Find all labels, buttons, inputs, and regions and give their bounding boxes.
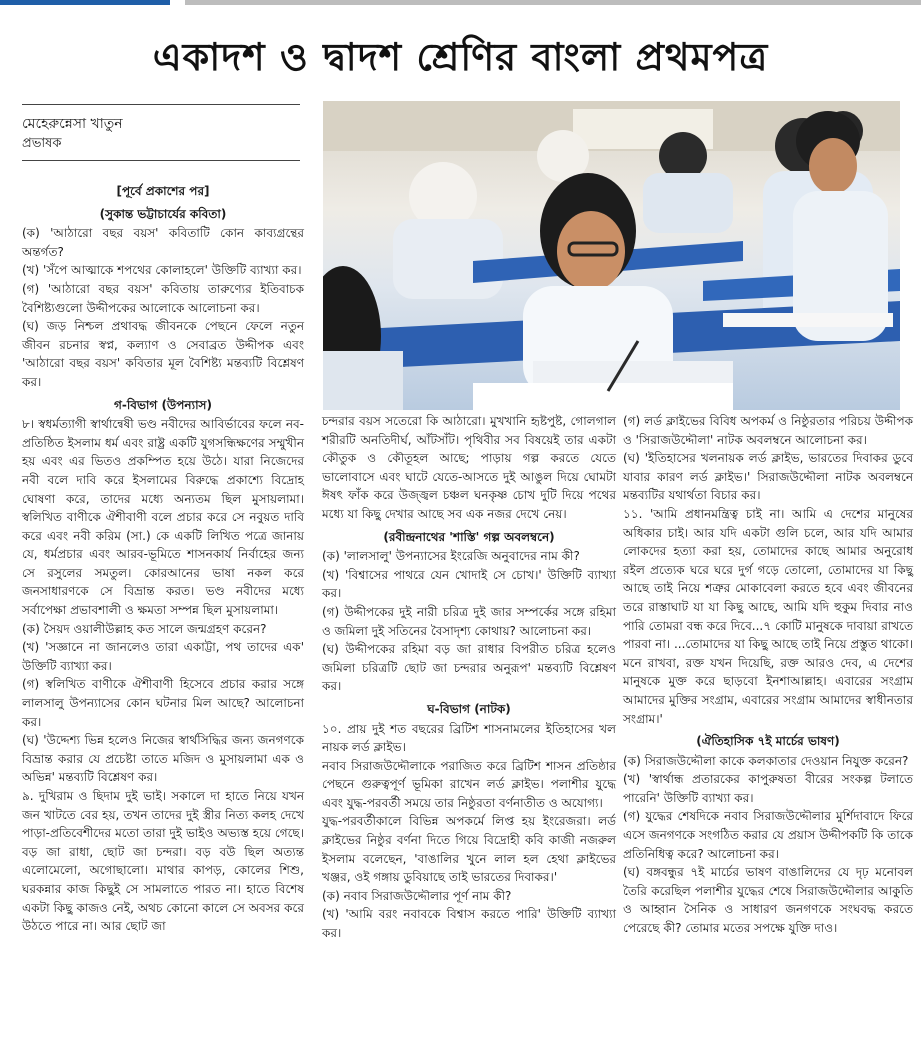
paragraph: (ঘ) 'ইতিহাসের খলনায়ক লর্ড ক্লাইভ, ভারতের দিবাকর ডুবে যাবার কারণ লর্ড ক্লাইভ।' সিরাজউদ্দৌলা নাটক অবলম্বনে মন্তব্যটির যথার্থতা বিচার কর। xyxy=(623,451,913,503)
byline-rule-top xyxy=(22,104,300,105)
author-title: প্রভাষক xyxy=(22,136,62,151)
paragraph: (ঘ) বঙ্গবন্ধুর ৭ই মার্চের ভাষণ বাঙালিদের যে দৃঢ় মনোবল তৈরি করেছিল পলাশীর যুদ্ধের শেষে সিরাজউদ্দৌলার আকুতি ও আহ্বান সৈনিক ও সাধারণ জনগণকে সংঘবদ্ধ করতে পেরেছে কী? তোমার মতের সপক্ষে যুক্তি দাও। xyxy=(623,865,913,936)
paragraph: (ক) নবাব সিরাজউদ্দৌলার পূর্ণ নাম কী? xyxy=(322,888,512,903)
column-2 xyxy=(322,412,616,943)
paragraph: (ঘ) 'উদ্দেশ্য ভিন্ন হলেও নিজের স্বার্থসিদ্ধির জন্য জনগণকে বিভ্রান্ত করার যে প্রচেষ্টা তাতে মজিদ ও মুসায়লামা এক ও অভিন্ন' মন্তব্যটি বিশ্লেষণ কর। xyxy=(22,733,304,785)
paragraph: ৯. দুখিরাম ও ছিদাম দুই ভাই। সকালে দা হাতে নিয়ে যখন জন খাটতে বের হয়, তখন তাদের দুই স্ত্রীর নিত্য কলহ দেখে পাড়া-প্রতিবেশীদের মতো তারা দুই ভাইও অভ্যস্ত হয়ে গেছে। বড় জা রাধা, ছোট জা চন্দরা। বড় বউ ছিল অত্যন্ত এলোমেলো, অগোছালো। মাথার কাপড়, কোলের শিশু, ঘরকন্নার কাজ কিছুই সে সামলাতে পারত না। হাতে বিশেষ একটা কিছু কাজও নেই, অথচ কোনো কালে সে অবসর করে উঠতে পারে না। আর ছোট জা xyxy=(22,789,304,934)
page-title: একাদশ ও দ্বাদশ শ্রেণির বাংলা প্রথমপত্র xyxy=(152,35,769,79)
paragraph: ১১. 'আমি প্রধানমন্ত্রিত্ব চাই না। আমি এ দেশের মানুষের অধিকার চাই। আর যদি একটা গুলি চলে, আর যদি আমার লোকদের হত্যা করা হয়, তোমাদের কাছে আমার অনুরোধ রইল প্রত্যেক ঘরে ঘরে দুর্গ গড়ে তোলো, তোমাদের যা কিছু আছে তাই নিয়ে শত্রুর মোকাবেলা করতে হবে এবং জীবনের তরে রাস্তাঘাট যা যা কিছু আছে, আমি যদি হুকুম দিবার নাও পারি তোমরা বন্ধ করে দিবে...৭ কোটি মানুষকে দাবায়া রাখতে পারবা না। ...তোমাদের যা কিছু আছে তাই নিয়ে প্রস্তুত থাকো। মনে রাখবা, রক্ত যখন দিয়েছি, রক্ত আরও দেব, এ দেশের মানুষকে মুক্ত করে ছাড়বো ইনশাআল্লাহ। এবারের সংগ্রাম আমাদের মুক্তির সংগ্রাম, এবারের সংগ্রাম আমাদের স্বাধীনতার সংগ্রাম।' xyxy=(623,506,913,726)
section-heading: গ-বিভাগ (উপন্যাস) xyxy=(114,397,212,412)
paragraph: (ক) সিরাজউদ্দৌলা কাকে কলকাতার দেওয়ান নিযুক্ত করেন? xyxy=(623,753,909,768)
paragraph: চন্দরার বয়স সতেরো কি আঠারো। মুখখানি হৃষ্টপুষ্ট, গোলগাল শরীরটি অনতিদীর্ঘ, আঁটসাঁট। পৃথিবীর সব বিষয়েই তার একটা কৌতুক ও কৌতূহল আছে; পাড়ায় গল্প করতে যেতে ভালোবাসে এবং ঘাটে যেতে-আসতে দুই আঙুল দিয়ে ঘোমটা ঈষৎ ফাঁক করে উজ্জ্বল চঞ্চল ঘনকৃষ্ণ চোখ দুটি দিয়ে পথের মধ্যে যা কিছু দেখার আছে সব এক নজর দেখে নেয়। xyxy=(322,414,616,521)
paragraph: ৮। স্বধর্মত্যাগী স্বার্থান্বেষী ভণ্ড নবীদের আবির্ভাবের ফলে নব-প্রতিষ্ঠিত ইসলাম ধর্ম এবং রাষ্ট্র একটি যুগসন্ধিক্ষণের সম্মুখীন হয় এবং এর ভিতও প্রকম্পিত হয়ে উঠে। যারা নিজেদের নবী বলে দাবি করে ইসলামের বিরুদ্ধে প্রকাশ্যে বিদ্রোহ ঘোষণা করে, তাদের মধ্যে অন্যতম ছিল মুসায়লামা। স্বলিখিত বাণীকে ঐশীবাণী বলে প্রচার করে সে নবুয়ত দাবি করে এবং নবী করিম (সা.) কে একটি লিখিত পত্রে জানায় যে, ধর্মপ্রচার এবং আরব-ভূমিতে শাসনকার্য নির্বাহের জন্য সে রসুলের সমতুল। কোরআনের ভাষা নকল করে জনসাধারণকে সে বিভ্রান্ত করত। ভণ্ড নবীদের মধ্যে সর্বাপেক্ষা প্রভাবশালী ও ক্ষমতা সম্পন্ন ছিল মুসায়লামা। xyxy=(22,417,304,618)
section-heading: (সুকান্ত ভট্টাচার্যের কবিতা) xyxy=(99,206,227,221)
paragraph: (ক) 'লালসালু' উপন্যাসের ইংরেজি অনুবাদের নাম কী? xyxy=(322,549,580,564)
paragraph: (গ) লর্ড ক্লাইভের বিবিধ অপকর্ম ও নিষ্ঠুরতার পরিচয় উদ্দীপক ও 'সিরাজউদ্দৌলা' নাটক অবলম্বনে আলোচনা কর। xyxy=(623,414,913,447)
paragraph: (ঘ) জড় নিশ্চল প্রথাবদ্ধ জীবনকে পেছনে ফেলে নতুন জীবন রচনার স্বপ্ন, কল্যাণ ও সেবাব্রত উদ্দীপক এবং 'আঠারো বছর বয়স' কবিতার মূল বৈশিষ্ট্য মন্তব্যটি বিশ্লেষণ কর। xyxy=(22,319,304,389)
paragraph: (ক) সৈয়দ ওয়ালীউল্লাহ কত সালে জন্মগ্রহণ করেন? xyxy=(22,621,267,636)
column-3 xyxy=(623,412,913,938)
paragraph: (গ) যুদ্ধের শেষদিকে নবাব সিরাজউদ্দৌলার মুর্শিদাবাদে ফিরে এসে জনগণকে সংগঠিত করার যে প্রয়াস উদ্দীপকটি কি তাকে প্রতিনিধিত্ব করে? আলোচনা কর। xyxy=(623,809,913,861)
paragraph: (গ) স্বলিখিত বাণীকে ঐশীবাণী হিসেবে প্রচার করার সঙ্গে লালসালু উপন্যাসের কোন ঘটনার মিল আছে? আলোচনা কর। xyxy=(22,677,304,729)
paragraph: (গ) উদ্দীপকের দুই নারী চরিত্র দুই জার সম্পর্কের সঙ্গে রহিমা ও জমিলা দুই সতিনের বৈসাদৃশ্য কোথায়? আলোচনা কর। xyxy=(322,604,616,638)
byline-rule-bottom xyxy=(22,160,300,161)
top-rule xyxy=(185,0,921,5)
accent-bar xyxy=(0,0,170,5)
paragraph: (খ) 'বিশ্বাসের পাথরে যেন খোদাই সে চোখ।' উক্তিটি ব্যাখ্যা কর। xyxy=(322,567,616,601)
photo-students-exam-icon xyxy=(323,101,900,410)
section-heading: ঘ-বিভাগ (নাটক) xyxy=(427,701,511,716)
paragraph: নবাব সিরাজউদ্দৌলাকে পরাজিত করে ব্রিটিশ শাসন প্রতিষ্ঠার পেছনে গুরুত্বপূর্ণ ভূমিকা রাখেন লর্ড ক্লাইভ। পলাশীর যুদ্ধে এবং যুদ্ধ-পরবর্তী সময়ে তার নিষ্ঠুরতা বর্ণনাতীত ও অযোগ্য। xyxy=(322,758,616,810)
section-heading: (ঐতিহাসিক ৭ই মার্চের ভাষণ) xyxy=(696,734,840,749)
paragraph: ১০. প্রায় দুই শত বছরের ব্রিটিশ শাসনামলের ইতিহাসের খল নায়ক লর্ড ক্লাইভ। xyxy=(322,721,616,755)
paragraph: (গ) 'আঠারো বছর বয়স' কবিতায় তারুণ্যের ইতিবাচক বৈশিষ্ট্যগুলো উদ্দীপকের আলোকে আলোচনা কর। xyxy=(22,281,304,315)
section-heading: (রবীন্দ্রনাথের 'শাস্তি' গল্প অবলম্বনে) xyxy=(383,529,555,544)
students-exam-photo xyxy=(323,101,900,410)
column-1 xyxy=(22,178,304,936)
paragraph: (খ) 'সজ্ঞানে না জানলেও তারা একাট্টা, পথ তাদের এক' উক্তিটি ব্যাখ্যা কর। xyxy=(22,640,304,673)
paragraph: (খ) 'সঁপে আত্মাকে শপথের কোলাহলে' উক্তিটি ব্যাখ্যা কর। xyxy=(22,263,302,278)
paragraph: (খ) 'স্বার্থান্ধ প্রতারকের কাপুরুষতা বীরের সংকল্প টলাতে পারেনি' উক্তিটি ব্যাখ্যা কর। xyxy=(623,772,913,805)
author-name: মেহেরুন্নেসা খাতুন xyxy=(22,116,123,132)
section-heading: [পূর্বে প্রকাশের পর] xyxy=(116,184,210,198)
paragraph: (ক) 'আঠারো বছর বয়স' কবিতাটি কোন কাব্যগ্রন্থের অন্তর্গত? xyxy=(22,226,304,259)
paragraph: (ঘ) উদ্দীপকের রহিমা বড় জা রাধার বিপরীত চরিত্র হলেও জমিলা চরিত্রটি ছোট জা চন্দরার অনুরূপ' মন্তব্যটি বিশ্লেষণ কর। xyxy=(322,642,616,694)
paragraph: (খ) 'আমি বরং নবাবকে বিশ্বাস করতে পারি' উক্তিটি ব্যাখ্যা কর। xyxy=(322,907,616,941)
paragraph: যুদ্ধ-পরবর্তীকালে বিভিন্ন অপকর্মে লিপ্ত হয় ইংরেজরা। লর্ড ক্লাইভের নিষ্ঠুর বর্ণনা দিতে গিয়ে বিদ্রোহী কবি কাজী নজরুল ইসলাম বলেছেন, 'বাঙালির খুনে লাল হল হেথা ক্লাইভের খঞ্জর, ওই গঙ্গায় ডুবিয়াছে তাই ভারতের দিবাকর।' xyxy=(322,814,616,885)
